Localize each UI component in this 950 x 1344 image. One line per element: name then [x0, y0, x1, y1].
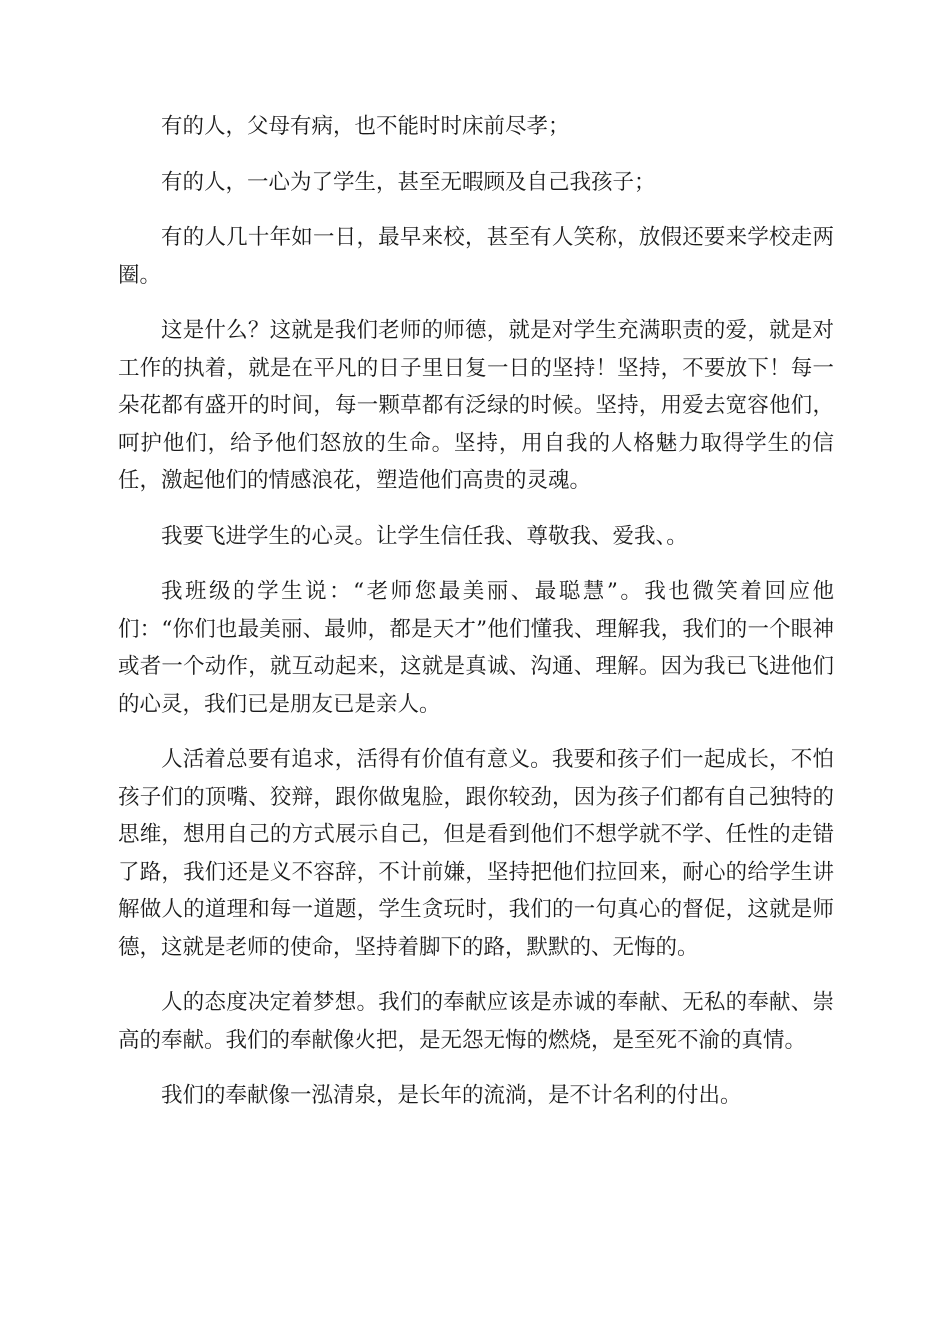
paragraph: 我班级的学生说：“老师您最美丽、最聪慧”。我也微笑着回应他们：“你们也最美丽、最帅，都是天才”他们懂我、理解我，我们的一个眼神或者一个动作，就互动起来，这就是真诚、沟通、理解。因为我已飞进他们的心灵，我们已是朋友已是亲人。 — [118, 579, 834, 717]
paragraph: 人活着总要有追求，活得有价值有意义。我要和孩子们一起成长，不怕孩子们的顶嘴、狡辩，跟你做鬼脸，跟你较劲，因为孩子们都有自己独特的思维，想用自己的方式展示自己，但是看到他们不想学就不学、任性的走错了路，我们还是义不容辞，不计前嫌，坚持把他们拉回来，耐心的给学生讲解做人的道理和每一道题，学生贪玩时，我们的一句真心的督促，这就是师德，这就是老师的使命，坚持着脚下的路，默默的、无悔的。 — [118, 747, 834, 960]
paragraph: 我要飞进学生的心灵。让学生信任我、尊敬我、爱我、。 — [161, 523, 688, 549]
paragraph: 有的人，一心为了学生，甚至无暇顾及自己我孩子； — [161, 169, 656, 195]
paragraph: 这是什么？这就是我们老师的师德，就是对学生充满职责的爱，就是对工作的执着，就是在平凡的日子里日复一日的坚持！坚持，不要放下！每一朵花都有盛开的时间，每一颗草都有泛绿的时候。坚持，用爱去宽容他们，呵护他们，给予他们怒放的生命。坚持，用自我的人格魅力取得学生的信任，激起他们的情感浪花，塑造他们高贵的灵魂。 — [118, 318, 834, 493]
paragraph: 有的人几十年如一日，最早来校，甚至有人笑称，放假还要来学校走两圈。 — [118, 225, 834, 288]
paragraph: 我们的奉献像一泓清泉，是长年的流淌，是不计名利的付出。 — [161, 1083, 742, 1108]
paragraph: 有的人，父母有病，也不能时时床前尽孝； — [161, 114, 570, 139]
paragraph: 人的态度决定着梦想。我们的奉献应该是赤诚的奉献、无私的奉献、崇高的奉献。我们的奉献像火把，是无怨无悔的燃烧，是至死不渝的真情。 — [118, 990, 834, 1053]
document-body — [118, 108, 834, 1133]
